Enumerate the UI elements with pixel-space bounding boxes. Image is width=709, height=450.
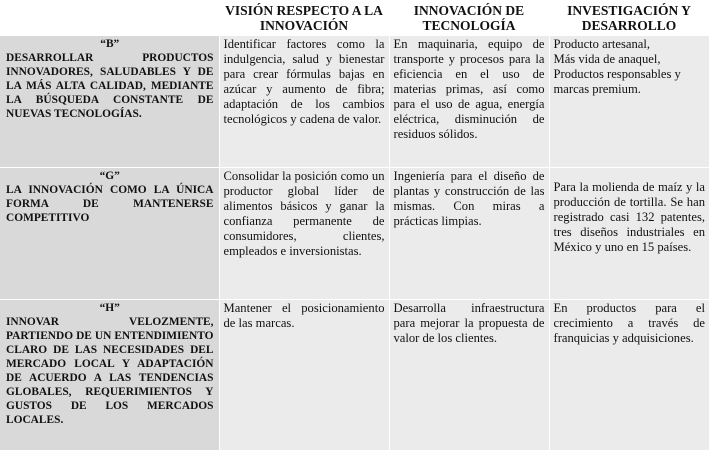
- row-label-g: [0, 167, 219, 299]
- row-code: “B”: [100, 38, 120, 50]
- table-row: [0, 167, 709, 299]
- cell-vision: Mantener el posicionamiento de las marcas.: [219, 299, 389, 450]
- row-label-text: DESARROLLAR PRODUCTOS INNOVADORES, SALUDABLES Y DE LA MÁS ALTA CALIDAD, MEDIANTE LA BÚSQUEDA CONSTANTE DE NUEVAS TECNOLOGÍAS.: [6, 52, 214, 120]
- cell-tecnologia: Desarrolla infraestructura para mejorar la propuesta de valor de los clientes.: [389, 299, 549, 450]
- row-label-b: [0, 36, 219, 167]
- cell-investigacion-text: Producto artesanal, Más vida de anaquel, Productos responsables y marcas premium.: [553, 37, 681, 96]
- header-empty: [0, 0, 219, 36]
- header-row: [0, 0, 709, 36]
- header-investigacion: INVESTIGACIÓN Y DESARROLLO: [549, 0, 709, 36]
- row-label-h: [0, 299, 219, 450]
- row-code: “G”: [99, 169, 120, 182]
- table-row: [0, 36, 709, 167]
- cell-investigacion: [549, 36, 709, 167]
- row-label-text: INNOVAR VELOZMENTE, PARTIENDO DE UN ENTENDIMIENTO CLARO DE LAS NECESIDADES DEL MERCADO LOCAL Y ADAPTACIÓN DE ACUERDO A LAS TENDENCIAS GLOBALES, REQUERIMIENTOS Y GUSTOS DE LOS MERCADOS LOCALES.: [6, 315, 214, 426]
- row-code: “H”: [99, 301, 120, 314]
- header-tecnologia: INNOVACIÓN DE TECNOLOGÍA: [389, 0, 549, 36]
- cell-vision: Consolidar la posición como un productor global líder de alimentos básicos y ganar la confianza permanente de consumidores, clientes, empleados e inversionistas.: [219, 167, 389, 299]
- cell-investigacion: Para la molienda de maíz y la producción de tortilla. Se han registrado casi 132 patentes, tres diseños industriales en México y uno en 15 países.: [549, 167, 709, 299]
- table-row: [0, 299, 709, 450]
- header-vision: VISIÓN RESPECTO A LA INNOVACIÓN: [219, 0, 389, 36]
- cell-investigacion: En productos para el crecimiento a través de franquicias y adquisiciones.: [549, 299, 709, 450]
- cell-vision: Identificar factores como la indulgencia, salud y bienestar para crear fórmulas bajas en azúcar y aumento de fibra; adaptación de los cambios tecnológicos y cadena de valor.: [219, 36, 389, 167]
- cell-tecnologia: Ingeniería para el diseño de plantas y construcción de las mismas. Con miras a prácticas limpias.: [389, 167, 549, 299]
- cell-tecnologia: En maquinaria, equipo de transporte y procesos para la eficiencia en el uso de materias primas, así como para el uso de agua, energía eléctrica, disminución de residuos sólidos.: [389, 36, 549, 167]
- row-label-text: LA INNOVACIÓN COMO LA ÚNICA FORMA DE MANTENERSE COMPETITIVO: [6, 183, 214, 224]
